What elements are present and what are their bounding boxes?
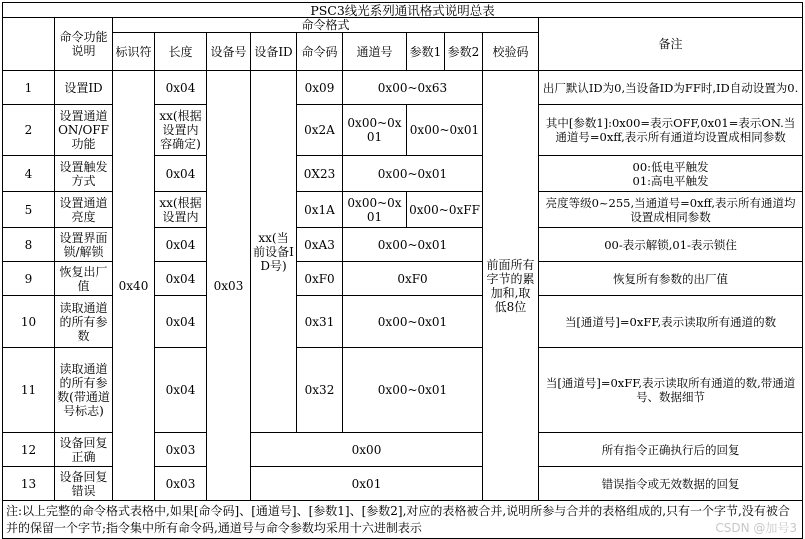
remark-cell: 00-表示解锁,01-表示锁住	[539, 228, 803, 262]
header-cmd-func: 命令功能说明	[55, 18, 113, 71]
header-cmd-format: 命令格式	[113, 18, 539, 33]
header-param2: 参数2	[445, 33, 483, 71]
data-cell: 0x00~0x63	[343, 71, 483, 105]
row-number: 2	[3, 105, 55, 156]
row-number: 12	[3, 433, 55, 467]
row-number: 13	[3, 467, 55, 501]
protocol-table	[2, 2, 803, 539]
row-number: 5	[3, 192, 55, 228]
length-cell: 0x04	[155, 156, 207, 192]
remark-cell: 00:低电平触发 01:高电平触发	[539, 156, 803, 192]
header-cmd-code: 命令码	[297, 33, 343, 71]
cmd-code-cell: 0x31	[297, 296, 343, 348]
remark-cell: 当[通道号]=0xFF,表示读取所有通道的数,带通道号、数据细节	[539, 348, 803, 433]
header-device-id: 设备ID	[251, 33, 297, 71]
length-cell: xx(根据设置内容确定)	[155, 105, 207, 156]
watermark: CSDN @加号3	[715, 521, 797, 535]
header-device-no: 设备号	[207, 33, 251, 71]
length-cell: 0x04	[155, 228, 207, 262]
row-number: 9	[3, 262, 55, 296]
cmd-func-cell: 设备回复正确	[55, 433, 113, 467]
length-cell: 0x04	[155, 262, 207, 296]
cmd-func-cell: 设置通道亮度	[55, 192, 113, 228]
row-number: 8	[3, 228, 55, 262]
cmd-func-cell: 设置通道ON/OFF功能	[55, 105, 113, 156]
footnote: 注:以上完整的命令格式表格中,如果[命令码]、[通道号]、[参数1]、[参数2],对应的表格被合并,说明所参与合并的表格组成的,只有一个字节,没有被合并的保留一个字节;指令集中所有命令码,通道号与命令参数均采用十六进制表示	[3, 501, 803, 539]
header-remark: 备注	[539, 18, 803, 71]
row-number: 10	[3, 296, 55, 348]
row-number: 1	[3, 71, 55, 105]
cmd-code-cell: 0x2A	[297, 105, 343, 156]
params-cell: 0x00~0xFF	[407, 192, 483, 228]
cmd-code-cell: 0X23	[297, 156, 343, 192]
remark-cell: 亮度等级0~255,当通道号=0xff,表示所有通道均设置成相同参数	[539, 192, 803, 228]
header-channel: 通道号	[343, 33, 407, 71]
length-cell: 0x03	[155, 467, 207, 501]
data-cell: 0x00~0x01	[343, 228, 483, 262]
remark-cell: 出厂默认ID为0,当设备ID为FF时,ID自动设置为0.	[539, 71, 803, 105]
cmd-code-cell: 0x32	[297, 348, 343, 433]
cmd-func-cell: 读取通道的所有参数(带通道号标志)	[55, 348, 113, 433]
row-number: 4	[3, 156, 55, 192]
data-cell: 0x00~0x01	[343, 348, 483, 433]
cmd-code-cell: 0xF0	[297, 262, 343, 296]
table-row	[3, 71, 803, 105]
cmd-code-cell: 0x09	[297, 71, 343, 105]
remark-cell: 所有指令正确执行后的回复	[539, 433, 803, 467]
remark-cell: 其中[参数1]:0x00=表示OFF,0x01=表示ON.当通道号=0xff,表示所有通道均设置成相同参数	[539, 105, 803, 156]
data-cell: 0x00~0x01	[343, 296, 483, 348]
header-blank	[3, 18, 55, 71]
data-cell: 0x00~0x01	[343, 156, 483, 192]
remark-cell: 错误指令或无效数据的回复	[539, 467, 803, 501]
length-cell: 0x04	[155, 71, 207, 105]
header-length: 长度	[155, 33, 207, 71]
cmd-func-cell: 设置界面锁/解锁	[55, 228, 113, 262]
params-cell: 0x00~0x01	[407, 105, 483, 156]
length-cell: 0x04	[155, 348, 207, 433]
table-title: PSC3线光系列通讯格式说明总表	[3, 3, 803, 18]
header-param1: 参数1	[407, 33, 445, 71]
cmd-code-cell: 0x01	[251, 467, 483, 501]
header-checksum: 校验码	[483, 33, 539, 71]
cmd-code-cell: 0xA3	[297, 228, 343, 262]
length-cell: 0x04	[155, 296, 207, 348]
channel-cell: 0x00~0x01	[343, 192, 407, 228]
cmd-func-cell: 恢复出厂值	[55, 262, 113, 296]
row-number: 11	[3, 348, 55, 433]
length-cell: xx(根据设置内	[155, 192, 207, 228]
header-id-mark: 标识符	[113, 33, 155, 71]
length-cell: 0x03	[155, 433, 207, 467]
cmd-code-cell: 0x00	[251, 433, 483, 467]
cmd-func-cell: 设备回复错误	[55, 467, 113, 501]
channel-cell: 0x00~0x01	[343, 105, 407, 156]
cmd-func-cell: 读取通道的所有参数	[55, 296, 113, 348]
data-cell: 0xF0	[343, 262, 483, 296]
remark-cell: 恢复所有参数的出厂值	[539, 262, 803, 296]
remark-cell: 当[通道号]=0xFF,表示读取所有通道的数	[539, 296, 803, 348]
cmd-func-cell: 设置ID	[55, 71, 113, 105]
cmd-code-cell: 0x1A	[297, 192, 343, 228]
cmd-func-cell: 设置触发方式	[55, 156, 113, 192]
id-mark-cell: 0x40	[113, 71, 155, 501]
checksum-cell: 前面所有字节的累加和,取低8位	[483, 71, 539, 501]
device-no-cell: 0x03	[207, 71, 251, 501]
device-id-cell: xx(当前设备ID号)	[251, 71, 297, 433]
